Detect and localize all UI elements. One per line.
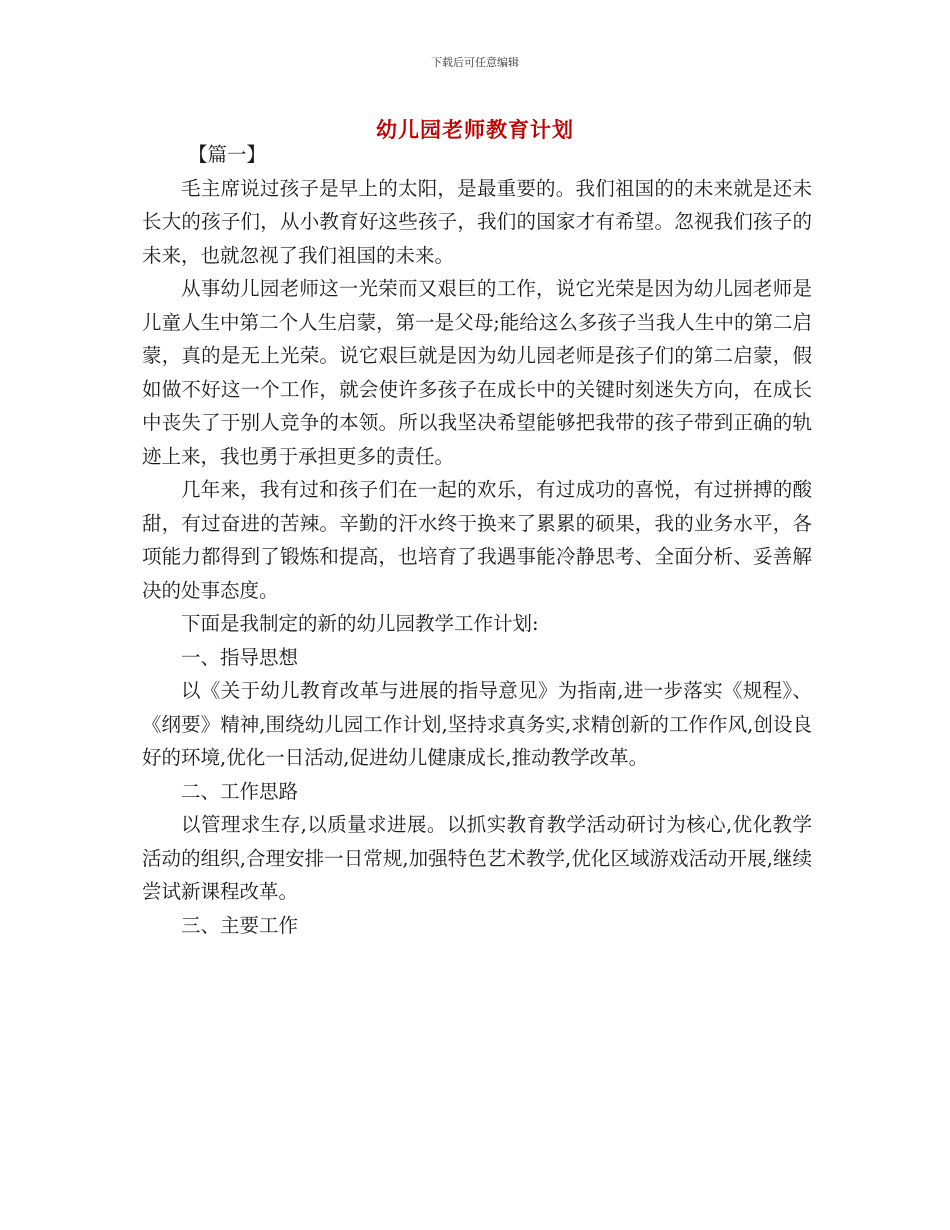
paragraph-career: 从事幼儿园老师这一光荣而又艰巨的工作，说它光荣是因为幼儿园老师是儿童人生中第二个人生启蒙，第一是父母;能给这么多孩子当我人生中的第二启蒙，真的是无上光荣。说它艰巨就是因为幼儿园老师是孩子们的第二启蒙，假如做不好这一个工作，就会使许多孩子在成长中的关键时刻迷失方向，在成长中丧失了于别人竞争的本领。所以我坚决希望能够把我带的孩子带到正确的轨迹上来，我也勇于承担更多的责任。: [142, 277, 812, 468]
paragraph-guiding-ideology: 以《关于幼儿教育改革与进展的指导意见》为指南,进一步落实《规程》、《纲要》精神,围绕幼儿园工作计划,坚持求真务实,求精创新的工作作风,创设良好的环境,优化一日活动,促进幼儿健康成长,推动教学改革。: [142, 679, 812, 769]
paragraph-experience: 几年来，我有过和孩子们在一起的欢乐，有过成功的喜悦，有过拼搏的酸甜，有过奋进的苦辣。辛勤的汗水终于换来了累累的硕果，我的业务水平，各项能力都得到了锻炼和提高，也培育了我遇事能冷静思考、全面分析、妥善解决的处事态度。: [142, 478, 812, 602]
document-body: [142, 138, 812, 942]
heading-main-work: 三、主要工作: [181, 913, 299, 937]
heading-work-approach: 二、工作思路: [181, 779, 299, 803]
paragraph-plan-intro: 下面是我制定的新的幼儿园教学工作计划:: [181, 612, 539, 635]
paragraph-intro: 毛主席说过孩子是早上的太阳，是最重要的。我们祖国的的未来就是还未长大的孩子们，从小教育好这些孩子，我们的国家才有希望。忽视我们孩子的未来，也就忽视了我们祖国的未来。: [142, 176, 812, 267]
document-title: 幼儿园老师教育计划: [376, 117, 574, 142]
page-header-note: 下载后可任意编辑: [431, 56, 519, 69]
section-label: 【篇一】: [188, 143, 267, 166]
paragraph-work-approach: 以管理求生存,以质量求进展。以抓实教育教学活动研讨为核心,优化教学活动的组织,合理安排一日常规,加强特色艺术教学,优化区域游戏活动开展,继续尝试新课程改革。: [142, 813, 812, 903]
heading-guiding-ideology: 一、指导思想: [181, 645, 299, 669]
